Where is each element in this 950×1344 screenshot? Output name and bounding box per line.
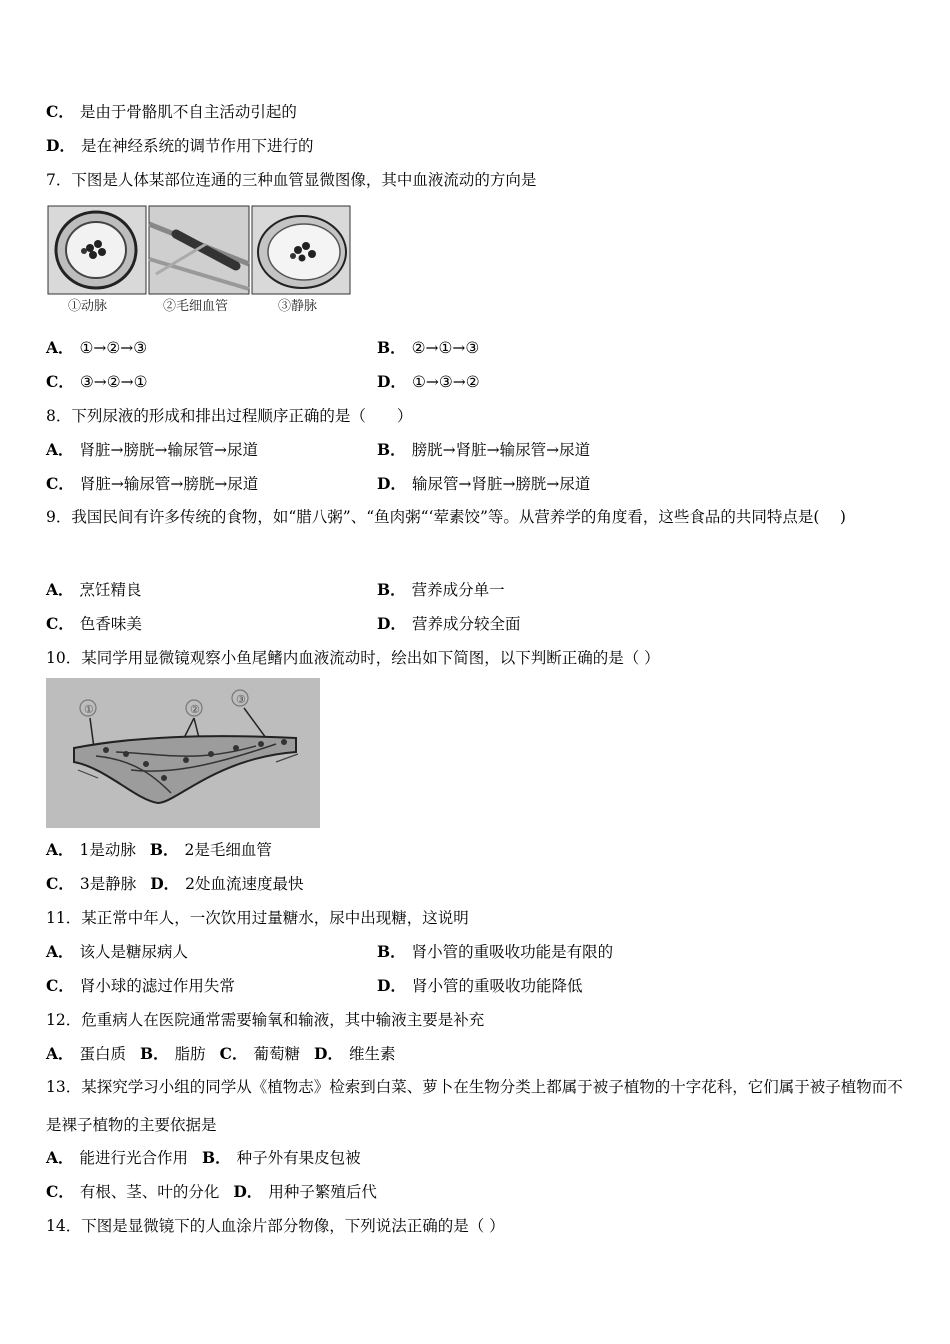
q7-label-artery: ①动脉 [68, 299, 108, 314]
q9-option-b: B． 营养成分单一 [377, 580, 505, 599]
q11-option-a: A． 该人是糖尿病人 [46, 942, 189, 961]
q13-options-row-2: C． 有根、茎、叶的分化 D． 用种子繁殖后代 [46, 1182, 377, 1201]
q6-option-d: D． 是在神经系统的调节作用下进行的 [46, 136, 314, 155]
q9-stem: 9．我国民间有许多传统的食物，如“腊八粥”、“鱼肉粥“‘荤素饺”等。从营养学的角度看，这些食品的共同特点是( ) [46, 508, 846, 526]
q8-option-c: C． 肾脏→输尿管→膀胱→尿道 [46, 474, 259, 493]
q7-option-c: C． ③→②→① [46, 372, 148, 391]
q7-label-vein: ③静脉 [278, 299, 318, 314]
q10-label-2: ② [190, 703, 200, 716]
q8-option-d: D． 输尿管→肾脏→膀胱→尿道 [377, 474, 591, 493]
q10-stem: 10．某同学用显微镜观察小鱼尾鳍内血液流动时，绘出如下简图，以下判断正确的是（ ） [46, 649, 660, 667]
q8-stem: 8．下列尿液的形成和排出过程顺序正确的是（ ） [46, 407, 413, 425]
q10-label-1: ① [84, 703, 94, 716]
q11-stem: 11．某正常中年人，一次饮用过量糖水，尿中出现糖，这说明 [46, 909, 469, 927]
q13-stem: 13．某探究学习小组的同学从《植物志》检索到白菜、萝卜在生物分类上都属于被子植物的十字花科，它们属于被子植物而不是裸子植物的主要依据是 [46, 1078, 903, 1134]
q9-option-c: C． 色香味美 [46, 614, 142, 633]
q7-option-a: A． ①→②→③ [46, 338, 148, 357]
q14-stem: 14．下图是显微镜下的人血涂片部分物像，下列说法正确的是（ ） [46, 1217, 505, 1235]
q13-options-row-1: A． 能进行光合作用 B． 种子外有果皮包被 [46, 1148, 361, 1167]
q7-blood-vessel-figure [46, 204, 352, 316]
q7-option-d: D． ①→③→② [377, 372, 480, 391]
q10-fish-tail-figure [46, 678, 320, 828]
q10-options-row-1: A． 1是动脉 B． 2是毛细血管 [46, 840, 272, 859]
q8-option-a: A． 肾脏→膀胱→输尿管→尿道 [46, 440, 258, 459]
q10-options-row-2: C． 3是静脉 D． 2处血流速度最快 [46, 874, 304, 893]
q12-options-row: A． 蛋白质 B． 脂肪 C． 葡萄糖 D． 维生素 [46, 1044, 396, 1063]
q8-option-b: B． 膀胱→肾脏→输尿管→尿道 [377, 440, 591, 459]
q9-option-a: A． 烹饪精良 [46, 580, 142, 599]
q7-stem: 7．下图是人体某部位连通的三种血管显微图像，其中血液流动的方向是 [46, 171, 537, 189]
q9-option-d: D． 营养成分较全面 [377, 614, 521, 633]
q11-option-c: C． 肾小球的滤过作用失常 [46, 976, 235, 995]
q7-figure-svg [46, 204, 352, 316]
q12-stem: 12．危重病人在医院通常需要输氧和输液，其中输液主要是补充 [46, 1011, 485, 1029]
q11-option-b: B． 肾小管的重吸收功能是有限的 [377, 942, 614, 961]
q10-figure-svg [46, 678, 320, 828]
q7-label-capillary: ②毛细血管 [163, 299, 229, 314]
q6-option-c: C． 是由于骨骼肌不自主活动引起的 [46, 102, 297, 121]
q11-option-d: D． 肾小管的重吸收功能降低 [377, 976, 583, 995]
q7-option-b: B． ②→①→③ [377, 338, 480, 357]
q10-label-3: ③ [236, 693, 246, 706]
